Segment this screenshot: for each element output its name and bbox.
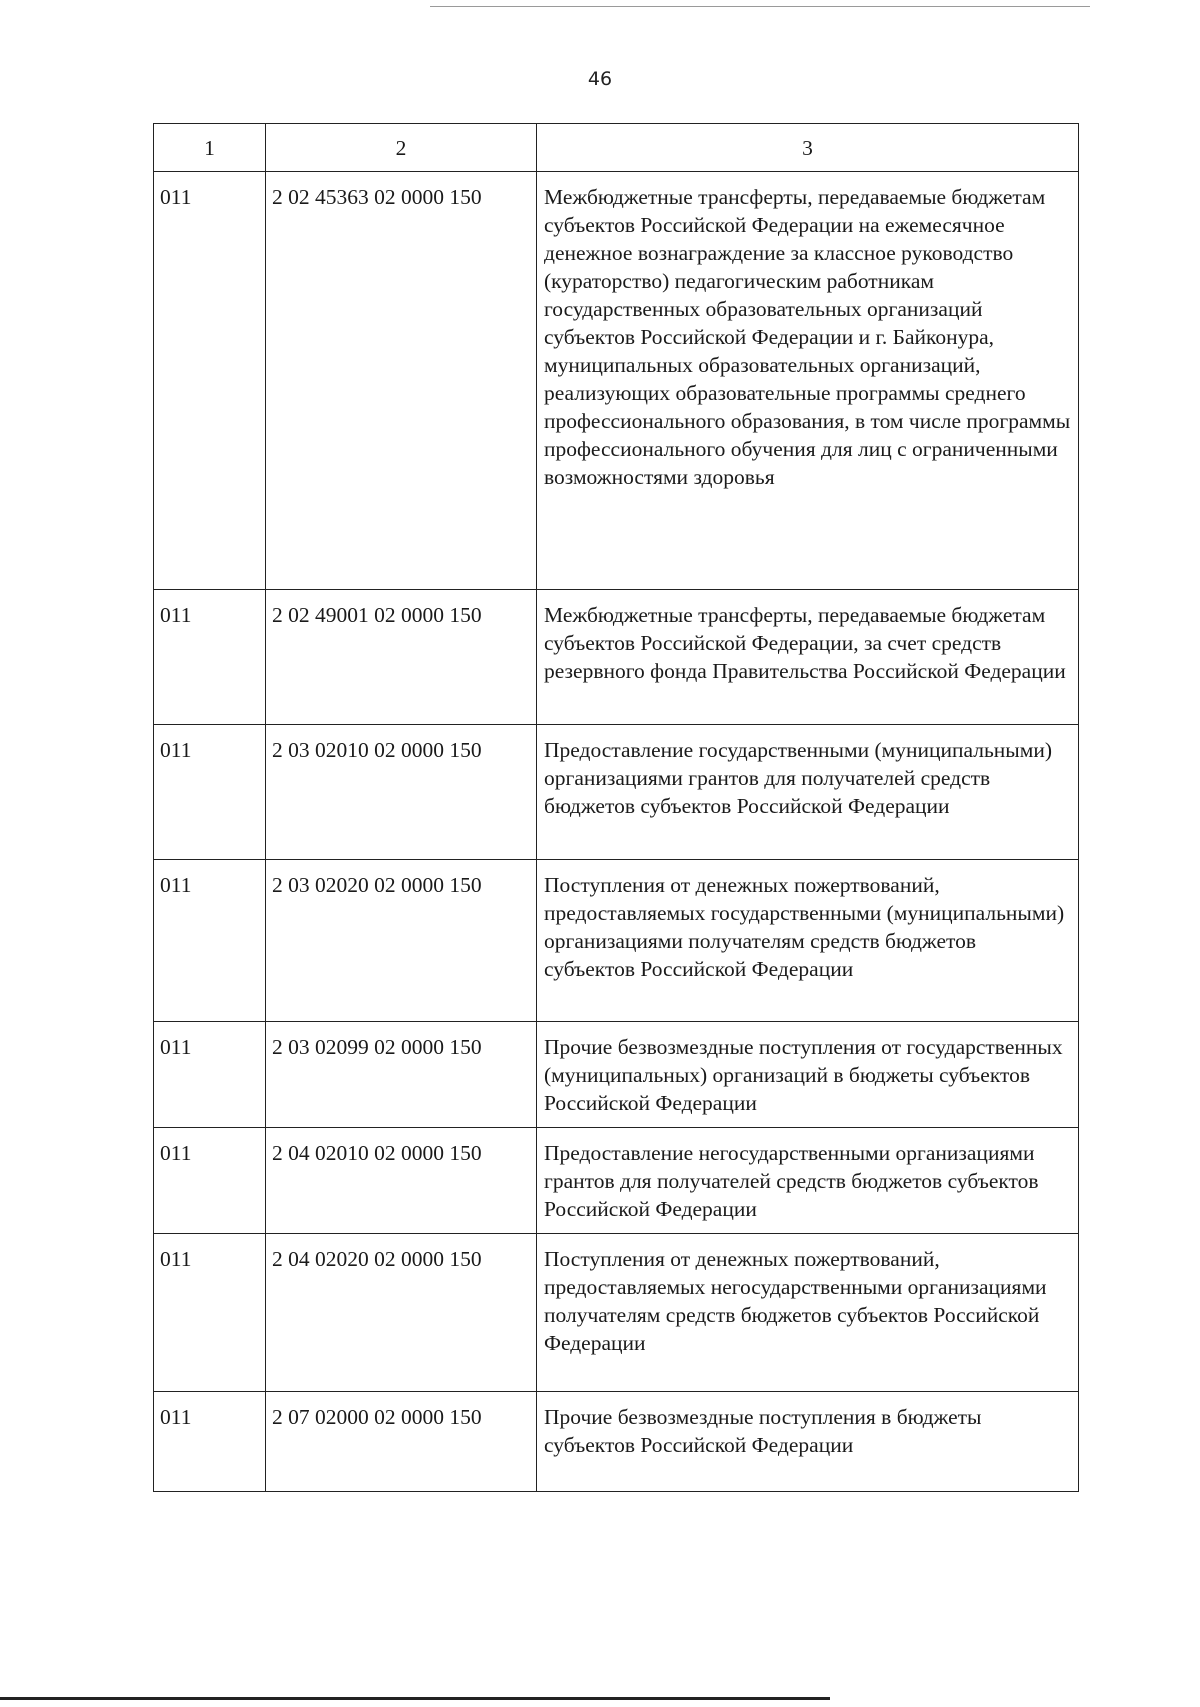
column-header-2: 2	[266, 124, 537, 172]
description-cell: Поступления от денежных пожертвований, предоставляемых государственными (муниципальными) организациями получателям средств бюджетов субъектов Российской Федерации	[537, 860, 1079, 1022]
table-row	[154, 860, 1079, 1022]
revenue-codes-table	[153, 123, 1079, 1492]
table-row	[154, 1128, 1079, 1234]
table-row	[154, 172, 1079, 590]
table-header-row	[154, 124, 1079, 172]
admin-code-cell: 011	[154, 1392, 266, 1492]
description-cell: Межбюджетные трансферты, передаваемые бюджетам субъектов Российской Федерации, за счет средств резервного фонда Правительства Российской Федерации	[537, 590, 1079, 725]
table-row	[154, 725, 1079, 860]
admin-code-cell: 011	[154, 860, 266, 1022]
admin-code-cell: 011	[154, 172, 266, 590]
column-header-3: 3	[537, 124, 1079, 172]
admin-code-cell: 011	[154, 725, 266, 860]
admin-code-cell: 011	[154, 1022, 266, 1128]
revenue-code-cell: 2 02 45363 02 0000 150	[266, 172, 537, 590]
revenue-code-cell: 2 03 02010 02 0000 150	[266, 725, 537, 860]
table-row	[154, 590, 1079, 725]
scan-edge-top	[430, 6, 1090, 7]
table-row	[154, 1022, 1079, 1128]
table-row	[154, 1392, 1079, 1492]
revenue-code-cell: 2 07 02000 02 0000 150	[266, 1392, 537, 1492]
admin-code-cell: 011	[154, 1128, 266, 1234]
description-cell: Поступления от денежных пожертвований, предоставляемых негосударственными организациями получателям средств бюджетов субъектов Российской Федерации	[537, 1234, 1079, 1392]
table-row	[154, 1234, 1079, 1392]
page-number: 46	[587, 68, 613, 90]
admin-code-cell: 011	[154, 1234, 266, 1392]
description-cell: Межбюджетные трансферты, передаваемые бюджетам субъектов Российской Федерации на ежемесячное денежное вознаграждение за классное руководство (кураторство) педагогическим работникам государственных образовательных организаций субъектов Российской Федерации и г. Байконура, муниципальных образовательных организаций, реализующих образовательные программы среднего профессионального образования, в том числе программы профессионального обучения для лиц с ограниченными возможностями здоровья	[537, 172, 1079, 590]
admin-code-cell: 011	[154, 590, 266, 725]
revenue-code-cell: 2 03 02099 02 0000 150	[266, 1022, 537, 1128]
description-cell: Прочие безвозмездные поступления в бюджеты субъектов Российской Федерации	[537, 1392, 1079, 1492]
description-cell: Предоставление негосударственными организациями грантов для получателей средств бюджетов субъектов Российской Федерации	[537, 1128, 1079, 1234]
revenue-code-cell: 2 04 02010 02 0000 150	[266, 1128, 537, 1234]
scan-edge-bottom	[0, 1697, 830, 1700]
revenue-code-cell: 2 02 49001 02 0000 150	[266, 590, 537, 725]
description-cell: Предоставление государственными (муниципальными) организациями грантов для получателей средств бюджетов субъектов Российской Федерации	[537, 725, 1079, 860]
column-header-1: 1	[154, 124, 266, 172]
description-cell: Прочие безвозмездные поступления от государственных (муниципальных) организаций в бюджеты субъектов Российской Федерации	[537, 1022, 1079, 1128]
revenue-code-cell: 2 03 02020 02 0000 150	[266, 860, 537, 1022]
revenue-code-cell: 2 04 02020 02 0000 150	[266, 1234, 537, 1392]
